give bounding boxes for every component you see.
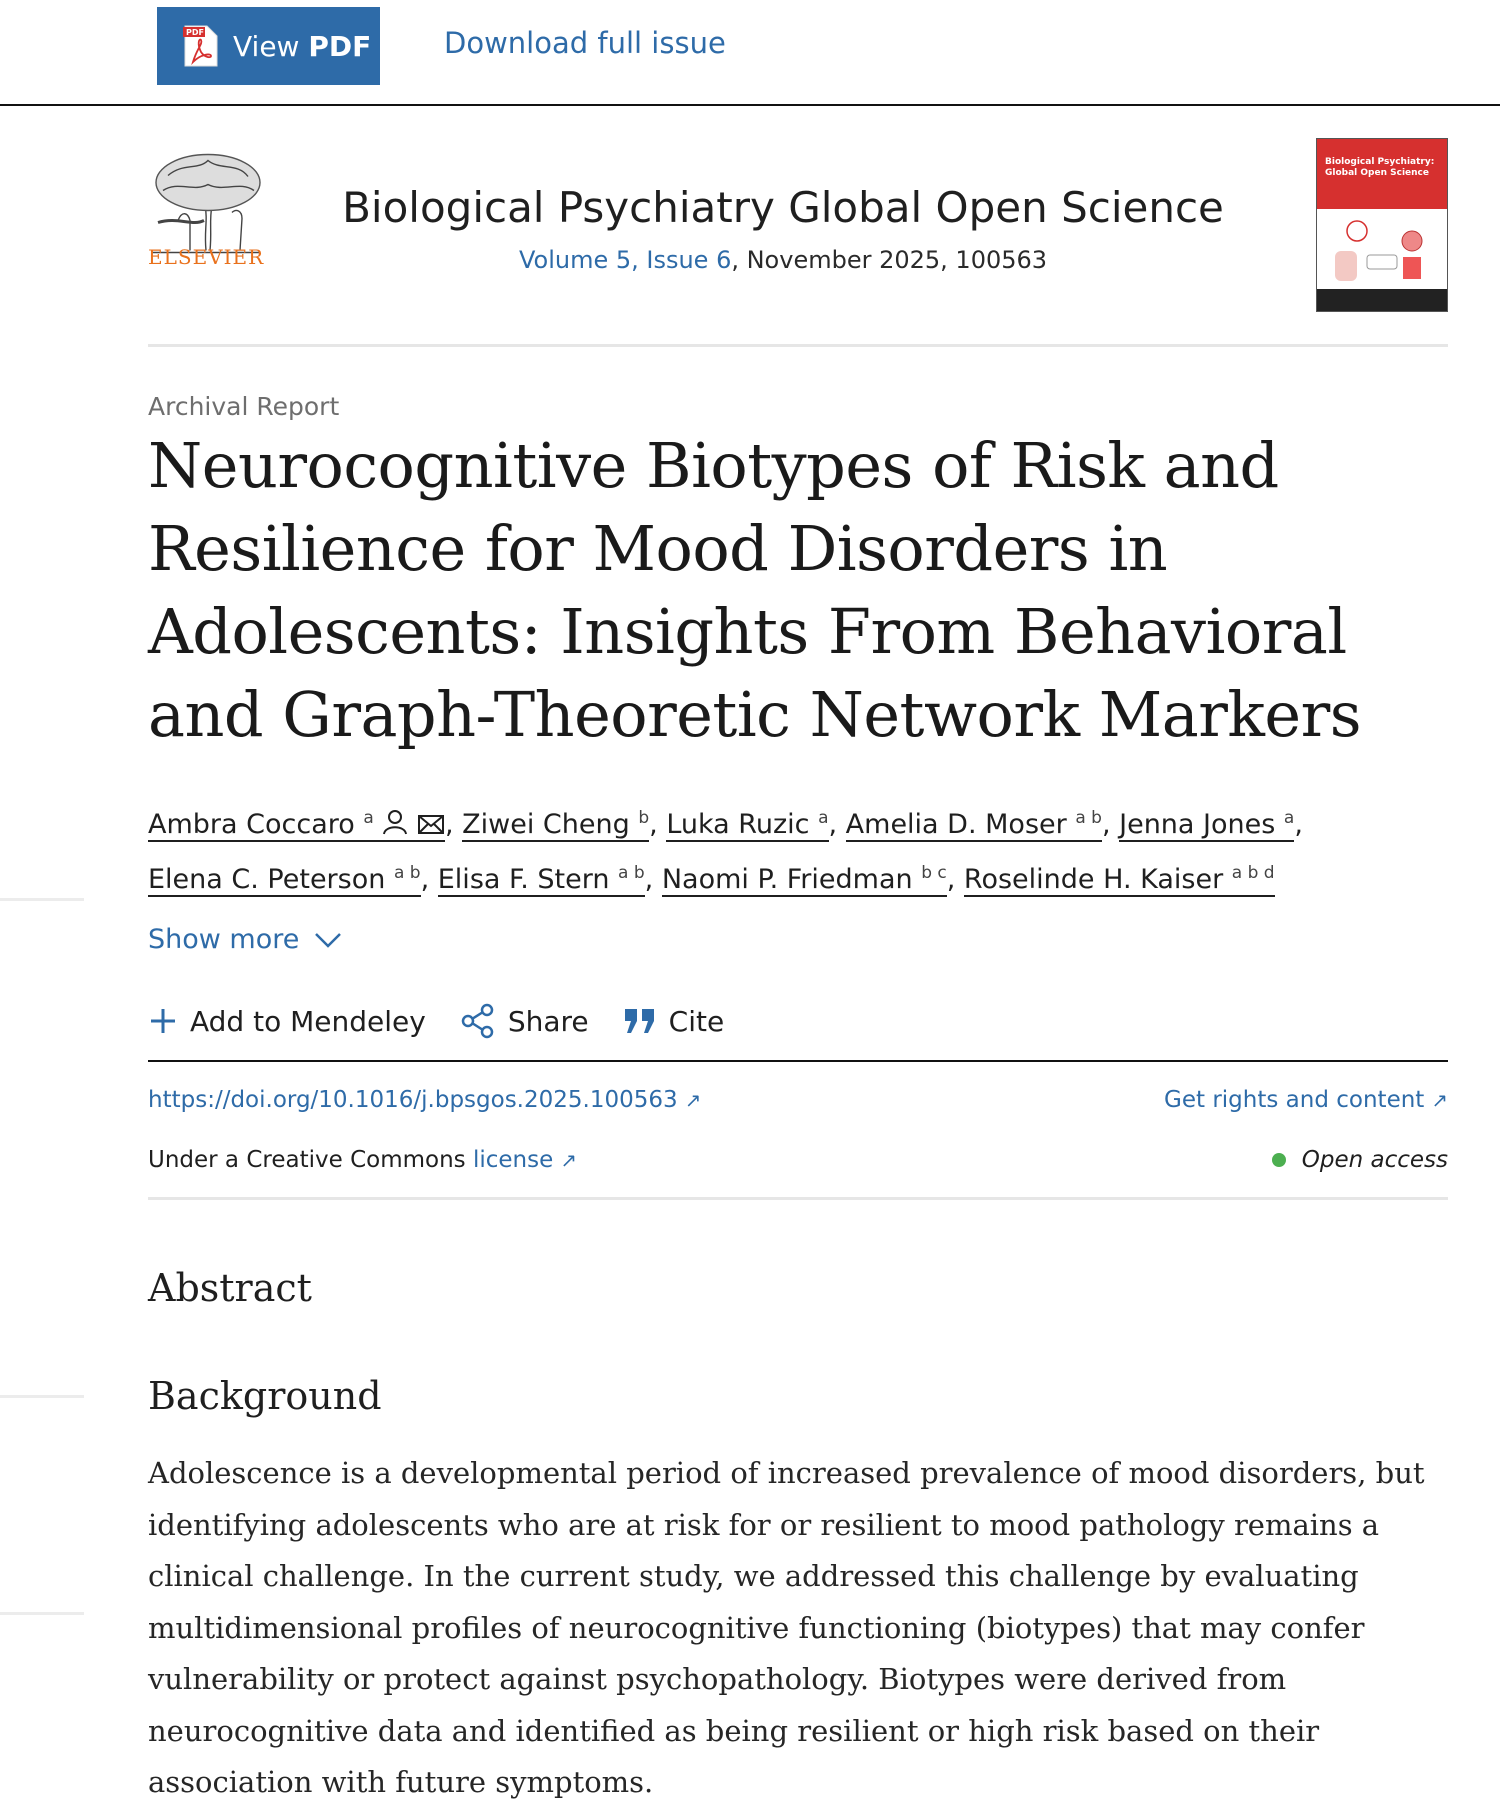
cite-label: Cite — [668, 1004, 725, 1038]
license-prefix: Under a Creative Commons — [148, 1147, 466, 1173]
cover-illustration — [1317, 211, 1447, 291]
share-label: Share — [507, 1004, 589, 1038]
journal-cover-image[interactable] — [1316, 138, 1448, 312]
meta-divider — [148, 1197, 1448, 1200]
view-pdf-button[interactable] — [157, 7, 380, 85]
sidebar-edge — [0, 1395, 84, 1398]
issue-date: , November 2025, 100563 — [731, 246, 1048, 274]
journal-title-link[interactable]: Biological Psychiatry Global Open Science — [342, 183, 1224, 232]
add-to-mendeley-button[interactable] — [148, 1005, 426, 1038]
author-link[interactable]: Elena C. Peterson $^{a b}$ — [148, 863, 421, 895]
plus-icon — [148, 1006, 178, 1036]
doi-link[interactable]: https://doi.org/10.1016/j.bpsgos.2025.100563 ↗ — [148, 1087, 702, 1113]
cite-button[interactable] — [623, 1005, 725, 1038]
author-link[interactable]: Jenna Jones $^a$ — [1119, 808, 1295, 840]
license-line — [148, 1147, 577, 1173]
author-link[interactable]: Ziwei Cheng $^b$ — [462, 808, 650, 840]
top-toolbar — [0, 0, 1500, 106]
chevron-down-icon — [313, 930, 343, 950]
get-rights-link[interactable]: Get rights and content ↗ — [1164, 1087, 1448, 1113]
author-link[interactable]: Amelia D. Moser $^{a b}$ — [845, 808, 1102, 840]
author-link[interactable]: Roselinde H. Kaiser $^{a b d}$ — [963, 863, 1275, 895]
elsevier-wordmark: ELSEVIER — [148, 245, 265, 269]
issue-line — [308, 246, 1258, 274]
background-paragraph: Adolescence is a developmental period of increased prevalence of mood disorders, but identifying adolescents who are at risk for or resilient to mood pathology remains a clinical challenge. In the current study, we addressed this challenge by evaluating multidimensional profiles of neurocognitive functioning (biotypes) that may confer vulnerability or protect against psychopathology. Biotypes were derived from neurocognitive data and identified as being resilient or high risk based on their association with future symptoms. — [148, 1456, 1425, 1799]
share-button[interactable] — [460, 1003, 589, 1039]
email-icon — [417, 813, 445, 835]
background-heading: Background — [148, 1374, 382, 1418]
show-more-button[interactable] — [148, 924, 343, 955]
article-title: Neurocognitive Biotypes of Risk and Resilience for Mood Disorders in Adolescents: Insights From Behavioral and Graph-Theoretic Network Markers — [148, 429, 1362, 751]
abstract-heading: Abstract — [148, 1266, 312, 1310]
article-type: Archival Report — [148, 392, 340, 421]
pdf-file-icon — [183, 24, 219, 68]
pdf-icon-label: PDF — [186, 28, 204, 37]
person-icon — [382, 809, 408, 835]
author-link[interactable]: Naomi P. Friedman $^{b c}$ — [661, 863, 947, 895]
download-full-issue-link[interactable]: Download full issue — [444, 26, 726, 60]
share-icon — [460, 1003, 496, 1039]
author-link[interactable]: Ambra Coccaro $^a$ — [148, 809, 445, 842]
article-actions — [148, 1003, 724, 1039]
sidebar-edge — [0, 898, 84, 901]
mendeley-label: Add to Mendeley — [190, 1004, 426, 1038]
open-access-label: Open access — [1301, 1147, 1448, 1173]
actions-divider — [148, 1060, 1448, 1062]
quote-icon — [623, 1007, 657, 1035]
sidebar-edge — [0, 1612, 84, 1615]
header-divider — [148, 344, 1448, 347]
external-link-icon: ↗ — [684, 1089, 702, 1112]
show-more-label: Show more — [148, 924, 300, 955]
external-link-icon: ↗ — [560, 1149, 577, 1172]
author-link[interactable]: Luka Ruzic $^a$ — [666, 808, 829, 840]
journal-header — [148, 138, 1448, 348]
open-access-dot-icon — [1272, 1153, 1286, 1167]
author-list: Ambra Coccaro $^a$ , Ziwei Cheng $^b$, Luka Ruzic $^a$, Amelia D. Moser $^{a b}$, Jenna Jones $^a$, Elena C. Peterson $^{a b}$, Elisa F. Stern $^{a b}$, Naomi P. Friedman $^{b c}$, Roselinde H. Kaiser $^{a b d}$ — [148, 808, 1303, 895]
external-link-icon: ↗ — [1431, 1089, 1448, 1112]
view-pdf-label: View PDF — [233, 29, 372, 63]
volume-issue-link[interactable]: Volume 5, Issue 6 — [518, 246, 732, 274]
author-link[interactable]: Elisa F. Stern $^{a b}$ — [437, 863, 645, 895]
license-link[interactable]: license ↗ — [472, 1147, 577, 1173]
open-access-badge — [1272, 1147, 1448, 1173]
cover-title: Biological Psychiatry: Global Open Science — [1325, 157, 1435, 178]
